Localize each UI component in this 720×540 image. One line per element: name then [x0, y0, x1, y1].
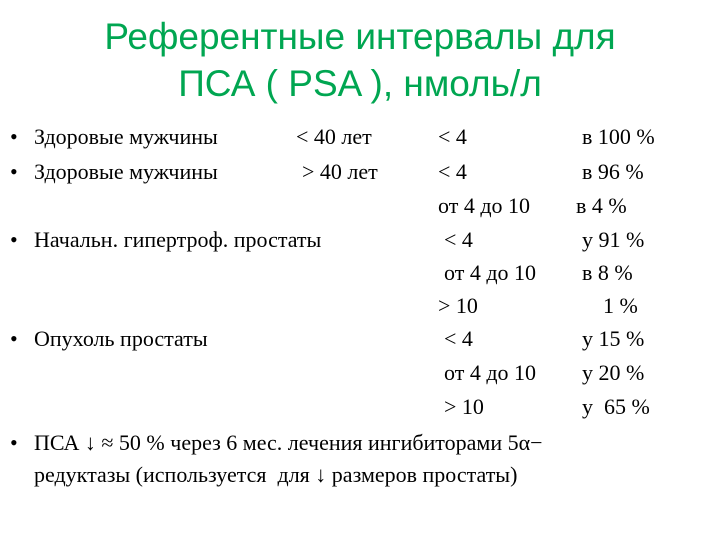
range-cell: > 10: [438, 293, 478, 318]
bullet-marker: •: [10, 159, 18, 184]
footnote-line-2: редуктазы (используется для ↓ размеров простаты): [34, 462, 518, 487]
bullet-marker: •: [10, 430, 18, 455]
frequency-cell: в 4 %: [576, 193, 627, 218]
slide-title-line-1: Референтные интервалы для: [104, 16, 616, 57]
frequency-cell: у 65 %: [582, 394, 650, 419]
bullet-marker: •: [10, 227, 18, 252]
frequency-cell: 1 %: [603, 293, 638, 318]
group-label: Начальн. гипертроф. простаты: [34, 227, 322, 252]
age-label: > 40 лет: [302, 159, 378, 184]
range-cell: < 4: [444, 227, 473, 252]
group-label: Здоровые мужчины: [34, 124, 218, 149]
range-cell: < 4: [438, 159, 467, 184]
bullet-marker: •: [10, 326, 18, 351]
bullet-marker: •: [10, 124, 18, 149]
frequency-cell: в 8 %: [582, 260, 633, 285]
range-cell: от 4 до 10: [444, 360, 537, 385]
frequency-cell: у 91 %: [582, 227, 645, 252]
frequency-cell: в 96 %: [582, 159, 644, 184]
range-cell: < 4: [444, 326, 473, 351]
slide-title-line-2: ПСА ( PSA ), нмоль/л: [178, 63, 542, 104]
frequency-cell: в 100 %: [582, 124, 655, 149]
footnote-line-1: ПСА ↓ ≈ 50 % через 6 мес. лечения ингибиторами 5α−: [34, 430, 543, 455]
range-cell: от 4 до 10: [438, 193, 531, 218]
range-cell: < 4: [438, 124, 467, 149]
age-label: < 40 лет: [296, 124, 372, 149]
frequency-cell: у 20 %: [582, 360, 645, 385]
frequency-cell: у 15 %: [582, 326, 645, 351]
group-label: Здоровые мужчины: [34, 159, 218, 184]
range-cell: > 10: [444, 394, 484, 419]
range-cell: от 4 до 10: [444, 260, 537, 285]
group-label: Опухоль простаты: [34, 326, 208, 351]
